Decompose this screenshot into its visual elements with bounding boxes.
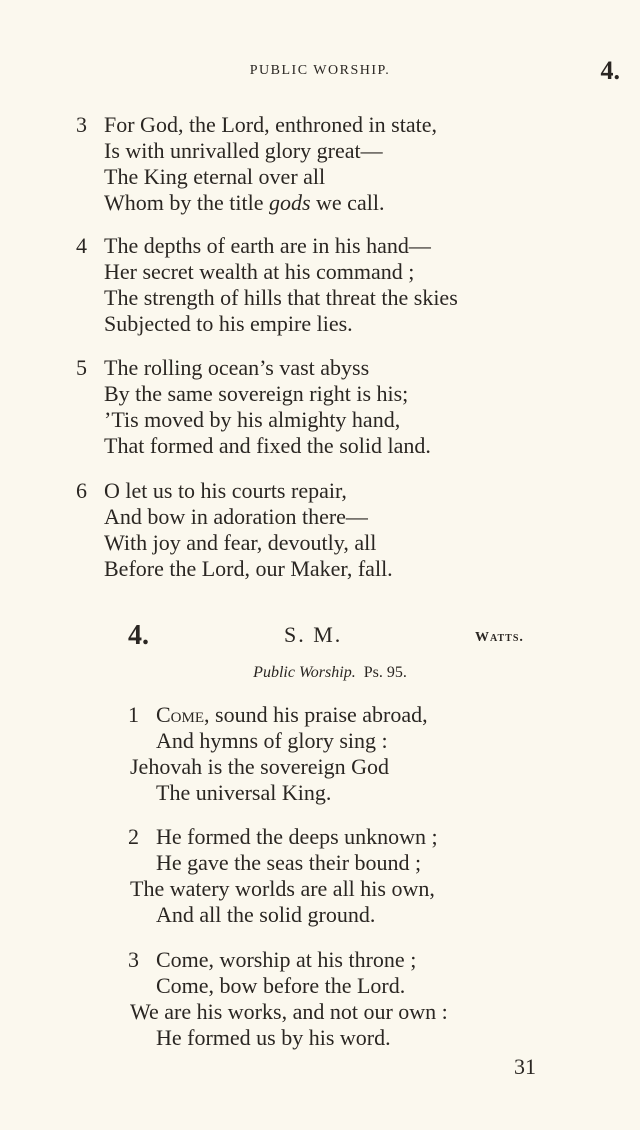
- stanza-number: 3: [128, 947, 139, 972]
- stanza-number: 4: [76, 233, 87, 258]
- hymn-subtitle: [0, 664, 640, 682]
- verse-line: Come, sound his praise abroad,: [156, 702, 428, 727]
- verse-line: Subjected to his empire lies.: [104, 311, 353, 336]
- subtitle-title: Public Worship.: [253, 664, 356, 681]
- verse-line: For God, the Lord, enthroned in state,: [104, 112, 437, 137]
- stanza-number: 3: [76, 112, 87, 137]
- verse-line: O let us to his courts repair,: [104, 478, 347, 503]
- header-hymn-number: 4.: [600, 56, 620, 85]
- verse-line: ’Tis moved by his almighty hand,: [104, 407, 401, 432]
- page-number: 31: [514, 1054, 536, 1079]
- hymn-number: 4.: [128, 620, 149, 651]
- verse-line: Come, bow before the Lord.: [156, 973, 406, 998]
- running-title: PUBLIC WORSHIP.: [249, 63, 391, 78]
- verse-line: The watery worlds are all his own,: [130, 876, 435, 901]
- verse-line: We are his works, and not our own :: [130, 999, 448, 1024]
- verse-line: And bow in adoration there—: [104, 504, 368, 529]
- verse-line: Come, worship at his throne ;: [156, 947, 417, 972]
- verse-line: The King eternal over all: [104, 164, 326, 189]
- verse-line: And all the solid ground.: [156, 902, 376, 927]
- subtitle-reference: Ps. 95.: [363, 664, 407, 681]
- verse-line: And hymns of glory sing :: [156, 728, 388, 753]
- verse-line: He formed us by his word.: [156, 1025, 391, 1050]
- verse-line: Jehovah is the sovereign God: [130, 754, 390, 779]
- italic-word: gods: [268, 190, 311, 215]
- hymn-meter: S. M.: [284, 622, 343, 647]
- stanza-number: 1: [128, 702, 139, 727]
- verse-line: The depths of earth are in his hand—: [104, 233, 431, 258]
- verse-line: The strength of hills that threat the skies: [104, 285, 458, 310]
- verse-line: The rolling ocean’s vast abyss: [104, 355, 370, 380]
- verse-line: With joy and fear, devoutly, all: [104, 530, 377, 555]
- verse-line: That formed and fixed the solid land.: [104, 433, 431, 458]
- first-word: Come: [156, 702, 205, 727]
- verse-line: Whom by the title gods we call.: [104, 190, 385, 215]
- stanza-number: 6: [76, 478, 87, 503]
- stanza-number: 5: [76, 355, 87, 380]
- verse-line: Her secret wealth at his command ;: [104, 259, 415, 284]
- verse-line: He formed the deeps unknown ;: [156, 824, 438, 849]
- verse-line: The universal King.: [156, 780, 332, 805]
- hymn-author: Watts.: [475, 630, 524, 645]
- verse-line: By the same sovereign right is his;: [104, 381, 409, 406]
- stanza-number: 2: [128, 824, 139, 849]
- verse-line: Is with unrivalled glory great—: [104, 138, 383, 163]
- verse-line: He gave the seas their bound ;: [156, 850, 422, 875]
- verse-line: Before the Lord, our Maker, fall.: [104, 556, 393, 581]
